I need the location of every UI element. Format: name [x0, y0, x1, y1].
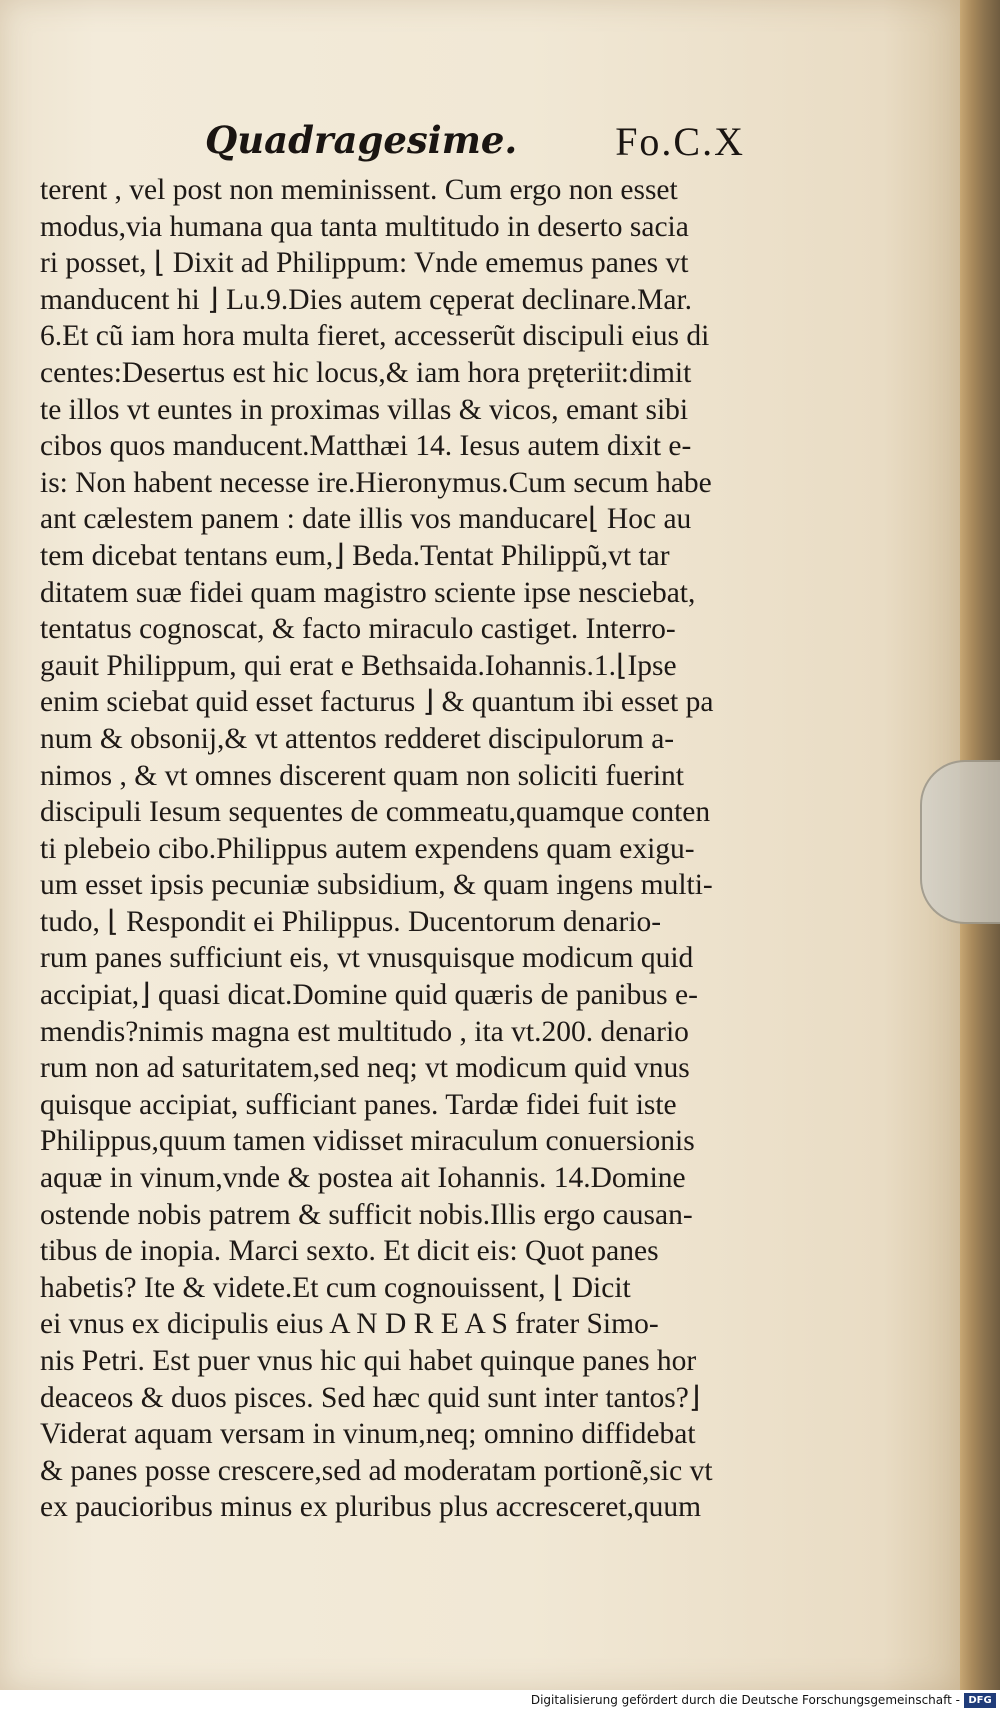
text-line: ti plebeio cibo.Philippus autem expendens quam exigu- [40, 832, 695, 865]
text-line: ri posset, ⌊ Dixit ad Philippum: Vnde ememus panes vt [40, 247, 689, 280]
page-clip [920, 760, 1000, 924]
text-line: ei vnus ex dicipulis eius A N D R E A S frater Simo- [40, 1308, 659, 1341]
text-line: te illos vt euntes in proximas villas & vicos, emant sibi [40, 393, 689, 426]
funding-credit: Digitalisierung gefördert durch die Deutsche Forschungsgemeinschaft - [530, 1693, 960, 1707]
text-line: tentatus cognoscat, & facto miraculo castiget. Interro- [40, 613, 676, 646]
text-line: ostende nobis patrem & sufficit nobis.Illis ergo causan- [40, 1198, 693, 1231]
text-line: & panes posse crescere,sed ad moderatam portionẽ,sic vt [40, 1454, 713, 1487]
text-line: is: Non habent necesse ire.Hieronymus.Cum secum habe [40, 466, 712, 499]
text-line: tudo, ⌊ Respondit ei Philippus. Ducentorum denario- [40, 905, 662, 938]
text-line: Viderat aquam versam in vinum,neq; omnino diffidebat [40, 1418, 696, 1451]
text-line: quisque accipiat, sufficiant panes. Tardæ fidei fuit iste [40, 1088, 677, 1121]
text-line: num & obsonij,& vt attentos redderet discipulorum a- [40, 722, 675, 755]
text-line: um esset ipsis pecuniæ subsidium, & quam ingens multi- [40, 869, 713, 902]
text-line: deaceos & duos pisces. Sed hæc quid sunt inter tantos?⌋ [40, 1381, 701, 1414]
text-line: discipuli Iesum sequentes de commeatu,quamque conten [40, 796, 711, 829]
running-title: Quadragesime. [205, 118, 518, 162]
text-line: tibus de inopia. Marci sexto. Et dicit eis: Quot panes [40, 1235, 659, 1268]
text-line: ex paucioribus minus ex pluribus plus accresceret,quum [40, 1491, 702, 1524]
text-line: tem dicebat tentans eum,⌋ Beda.Tentat Philippũ,vt tar [40, 539, 670, 572]
text-line: habetis? Ite & videte.Et cum cognouissent, ⌊ Dicit [40, 1271, 631, 1304]
text-line: rum panes sufficiunt eis, vt vnusquisque modicum quid [40, 942, 694, 975]
text-line: mendis?nimis magna est multitudo , ita vt.200. denario [40, 1015, 689, 1048]
text-line: aquæ in vinum,vnde & postea ait Iohannis. 14.Domine [40, 1162, 686, 1195]
text-line: enim sciebat quid esset facturus ⌋ & quantum ibi esset pa [40, 686, 714, 719]
folio-number: Fo.C.X [615, 119, 745, 164]
text-line: ant cælestem panem : date illis vos manducare⌊ Hoc au [40, 503, 692, 536]
text-line: manducent hi ⌋ Lu.9.Dies autem cęperat declinare.Mar. [40, 283, 693, 316]
text-line: accipiat,⌋ quasi dicat.Domine quid quæris de panibus e- [40, 979, 698, 1012]
body-text [40, 172, 780, 1526]
text-line: gauit Philippum, qui erat e Bethsaida.Iohannis.1.⌊Ipse [40, 649, 677, 682]
text-line: terent , vel post non meminissent. Cum ergo non esset [40, 174, 678, 206]
digitization-footer [0, 1690, 1000, 1713]
text-line: 6.Et cũ iam hora multa fieret, accesserũt discipuli eius di [40, 320, 710, 353]
text-line: Philippus,quum tamen vidisset miraculum conuersionis [40, 1125, 695, 1158]
text-line: modus,via humana qua tanta multitudo in deserto sacia [40, 210, 689, 243]
text-line: rum non ad saturitatem,sed neq; vt modicum quid vnus [40, 1052, 690, 1085]
text-line: centes:Desertus est hic locus,& iam hora pręteriit:dimit [40, 356, 692, 389]
text-line: cibos quos manducent.Matthæi 14. Iesus autem dixit e- [40, 430, 692, 463]
text-line: ditatem suæ fidei quam magistro sciente ipse nesciebat, [40, 576, 696, 609]
page-header [205, 118, 745, 168]
dfg-logo: DFG [964, 1693, 996, 1708]
text-line: nimos , & vt omnes discerent quam non soliciti fuerint [40, 759, 684, 792]
text-line: nis Petri. Est puer vnus hic qui habet quinque panes hor [40, 1345, 697, 1377]
